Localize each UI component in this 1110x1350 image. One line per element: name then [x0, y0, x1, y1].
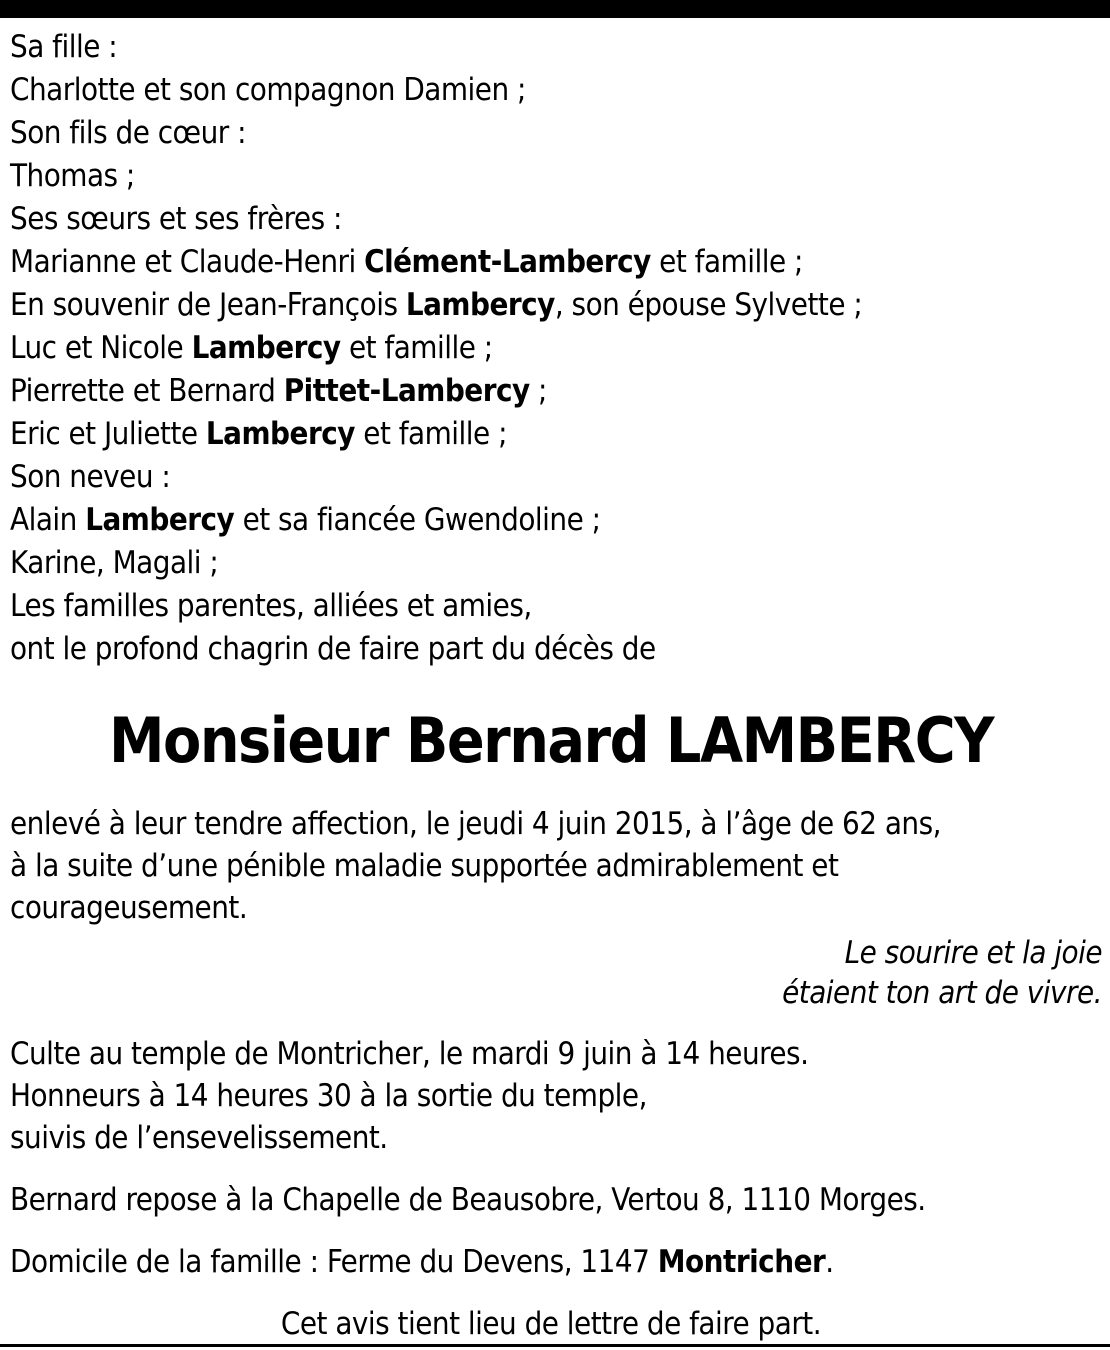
family-line [10, 327, 1102, 370]
family-line-text: , son épouse Sylvette ; [554, 287, 863, 323]
family-surname: Pittet-Lambercy [283, 373, 530, 409]
family-line [10, 413, 1102, 456]
family-line [10, 542, 1102, 585]
family-line [10, 456, 1102, 499]
family-list [10, 26, 1102, 671]
family-line [10, 628, 1102, 671]
family-line-text: Alain [10, 502, 86, 538]
quote-line: étaient ton art de vivre. [782, 975, 1102, 1011]
family-line-text: Les familles parentes, alliées et amies, [10, 588, 532, 624]
bottom-border-rule [0, 1344, 1110, 1347]
family-line-text: ont le profond chagrin de faire part du décès de [10, 631, 656, 667]
family-line-text: et famille ; [354, 416, 507, 452]
service-line: Honneurs à 14 heures 30 à la sortie du temple, [10, 1078, 647, 1114]
family-line [10, 69, 1102, 112]
family-line-text: Son neveu : [10, 459, 171, 495]
family-surname: Clément-Lambercy [364, 244, 651, 280]
family-surname: Lambercy [85, 502, 235, 538]
service-line: suivis de l’ensevelissement. [10, 1120, 388, 1156]
family-line-text: Eric et Juliette [10, 416, 206, 452]
obituary-notice [10, 26, 1102, 1345]
family-line-text: Marianne et Claude-Henri [10, 244, 365, 280]
family-line-text: ; [529, 373, 547, 409]
family-line [10, 499, 1102, 542]
family-surname: Lambercy [191, 330, 341, 366]
top-border-rule [0, 0, 1110, 18]
family-line-text: et famille ; [650, 244, 803, 280]
domicile-town: Montricher [657, 1244, 826, 1280]
family-line-text: Luc et Nicole [10, 330, 192, 366]
family-line-text: et famille ; [340, 330, 493, 366]
family-domicile [10, 1241, 1102, 1283]
announcement-paragraph [10, 803, 1102, 929]
family-line-text: En souvenir de Jean-François [10, 287, 406, 323]
family-line-text: Pierrette et Bernard [10, 373, 284, 409]
repose-location: Bernard repose à la Chapelle de Beausobre, Vertou 8, 1110 Morges. [10, 1182, 926, 1218]
family-line [10, 284, 1102, 327]
domicile-text: . [825, 1244, 834, 1280]
announcement-line: à la suite d’une pénible maladie supportée admirablement et [10, 848, 839, 884]
service-line: Culte au temple de Montricher, le mardi 9 juin à 14 heures. [10, 1036, 809, 1072]
service-details [10, 1033, 1102, 1159]
announcement-line: enlevé à leur tendre affection, le jeudi 4 juin 2015, à l’âge de 62 ans, [10, 806, 941, 842]
closing-note: Cet avis tient lieu de lettre de faire part. [280, 1306, 822, 1342]
domicile-text: Domicile de la famille : Ferme du Devens, 1147 [10, 1244, 658, 1280]
family-line-text: et sa fiancée Gwendoline ; [234, 502, 601, 538]
family-line-text: Sa fille : [10, 29, 118, 65]
family-line-text: Charlotte et son compagnon Damien ; [10, 72, 526, 108]
family-line [10, 198, 1102, 241]
deceased-name-heading: Monsieur Bernard LAMBERCY [108, 704, 994, 777]
family-line-text: Ses sœurs et ses frères : [10, 201, 342, 237]
family-line-text: Karine, Magali ; [10, 545, 219, 581]
family-surname: Lambercy [405, 287, 555, 323]
memorial-quote [10, 933, 1102, 1013]
family-line [10, 370, 1102, 413]
family-line [10, 241, 1102, 284]
family-surname: Lambercy [205, 416, 355, 452]
family-line [10, 155, 1102, 198]
family-line [10, 112, 1102, 155]
quote-line: Le sourire et la joie [844, 935, 1102, 971]
family-line-text: Son fils de cœur : [10, 115, 246, 151]
announcement-line: courageusement. [10, 890, 248, 926]
family-line [10, 585, 1102, 628]
family-line [10, 26, 1102, 69]
family-line-text: Thomas ; [10, 158, 135, 194]
